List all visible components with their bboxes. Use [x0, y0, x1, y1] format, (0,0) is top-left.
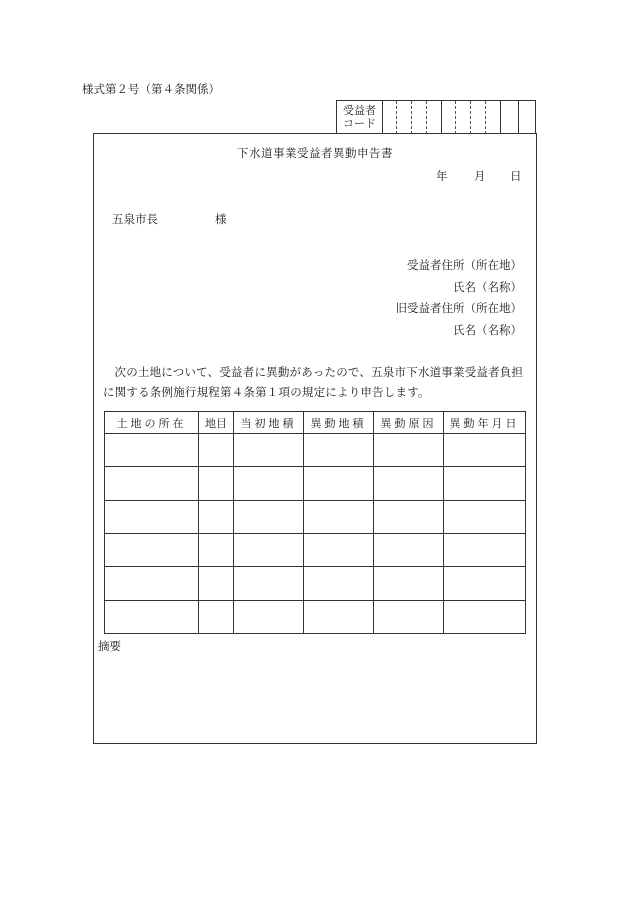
table-row	[105, 600, 526, 633]
document-title: 下水道事業受益者異動申告書	[237, 146, 393, 160]
table-cell[interactable]	[234, 434, 304, 467]
table-cell[interactable]	[105, 533, 199, 566]
table-cell[interactable]	[304, 533, 374, 566]
addressee-honorific: 様	[215, 212, 227, 226]
header-change-date: 異動年月日	[444, 412, 526, 434]
table-cell[interactable]	[199, 533, 234, 566]
beneficiary-address-label: 受益者住所（所在地）	[407, 258, 522, 272]
form-number: 様式第２号（第４条関係）	[82, 82, 220, 96]
table-cell[interactable]	[444, 467, 526, 500]
table-cell[interactable]	[105, 567, 199, 600]
beneficiary-name-label: 氏名（名称）	[453, 280, 522, 294]
date-month-label: 月	[474, 169, 486, 183]
former-beneficiary-address-label: 旧受益者住所（所在地）	[395, 301, 522, 315]
table-cell[interactable]	[199, 567, 234, 600]
table-cell[interactable]	[304, 434, 374, 467]
table-cell[interactable]	[199, 600, 234, 633]
table-cell[interactable]	[105, 467, 199, 500]
table-cell[interactable]	[234, 500, 304, 533]
table-cell[interactable]	[444, 500, 526, 533]
code-digit-group-2[interactable]	[442, 101, 501, 134]
table-row	[105, 434, 526, 467]
beneficiary-code-label	[337, 101, 383, 134]
table-cell[interactable]	[199, 467, 234, 500]
table-cell[interactable]	[374, 533, 444, 566]
code-label-line2: コード	[343, 117, 376, 130]
table-cell[interactable]	[234, 533, 304, 566]
table-row	[105, 533, 526, 566]
table-row	[105, 467, 526, 500]
table-cell[interactable]	[105, 500, 199, 533]
date-day-label: 日	[510, 169, 522, 183]
declaration-text: 次の土地について、受益者に異動があったので、五泉市下水道事業受益者負担に関する条例施行規程第４条第１項の規定により申告します。	[103, 365, 524, 399]
table-cell[interactable]	[105, 600, 199, 633]
table-cell[interactable]	[444, 533, 526, 566]
header-original-area: 当初地積	[234, 412, 304, 434]
table-cell[interactable]	[234, 467, 304, 500]
table-cell[interactable]	[304, 467, 374, 500]
table-cell[interactable]	[304, 600, 374, 633]
table-cell[interactable]	[374, 567, 444, 600]
summary-label: 摘要	[98, 639, 121, 653]
table-row	[105, 500, 526, 533]
addressee-name: 五泉市長	[112, 212, 158, 226]
table-cell[interactable]	[234, 567, 304, 600]
table-header-row	[105, 412, 526, 434]
table-cell[interactable]	[199, 434, 234, 467]
code-label-line1: 受益者	[343, 104, 376, 117]
table-cell[interactable]	[444, 434, 526, 467]
table-cell[interactable]	[374, 467, 444, 500]
header-land-location: 土地の所在	[105, 412, 199, 434]
header-change-reason: 異動原因	[374, 412, 444, 434]
table-cell[interactable]	[374, 500, 444, 533]
land-change-table	[104, 411, 526, 634]
code-digit-group-1[interactable]	[383, 101, 442, 134]
table-cell[interactable]	[105, 434, 199, 467]
table-cell[interactable]	[374, 600, 444, 633]
code-digit-cell-9[interactable]	[501, 101, 519, 134]
header-land-category: 地目	[199, 412, 234, 434]
table-cell[interactable]	[374, 434, 444, 467]
table-cell[interactable]	[304, 567, 374, 600]
table-cell[interactable]	[444, 567, 526, 600]
date-year-label: 年	[436, 169, 448, 183]
beneficiary-code-box	[336, 100, 536, 134]
header-changed-area: 異動地積	[304, 412, 374, 434]
table-cell[interactable]	[199, 500, 234, 533]
former-beneficiary-name-label: 氏名（名称）	[453, 323, 522, 337]
table-cell[interactable]	[444, 600, 526, 633]
table-cell[interactable]	[234, 600, 304, 633]
table-cell[interactable]	[304, 500, 374, 533]
table-row	[105, 567, 526, 600]
